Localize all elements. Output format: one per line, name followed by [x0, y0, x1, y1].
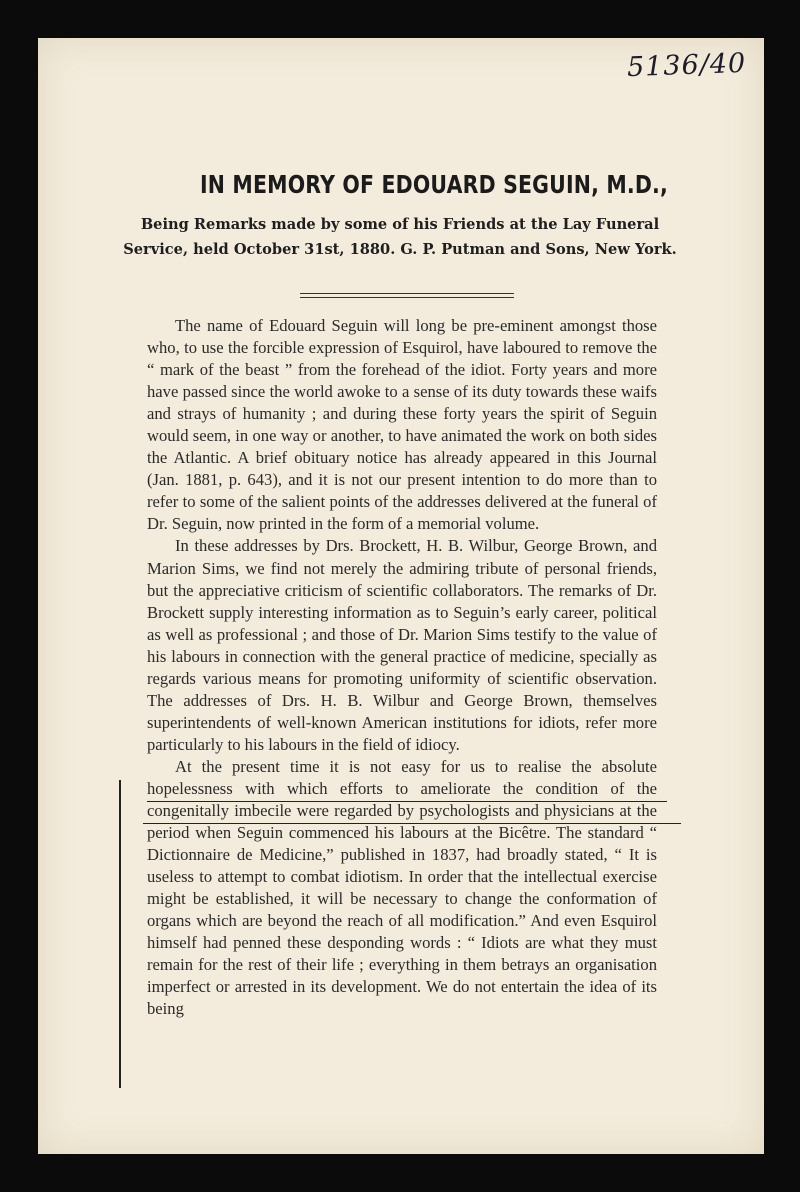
article-body — [147, 315, 657, 1021]
divider-rule — [300, 293, 514, 294]
handwritten-shelfmark: 5136/40 — [626, 47, 747, 84]
paragraph-3: At the present time it is not easy for us to realise the absolute hopelessness with which efforts to ameliorate the condition of the congenitally imbecile were regarded by psychologists and physicians at the period when Seguin commenced his labours at the Bicêtre. The standard “ Dictionnaire de Medicine,” published in 1837, had broadly stated, “ It is useless to attempt to combat idiotism. In order that the intellectual exercise might be established, it will be necessary to change the conformation of organs which are beyond the reach of all modification.” And even Esquirol himself had penned these desponding words : “ Idiots are what they must remain for the rest of their life ; everything in them betrays an organisation imperfect or arrested in its development. We do not entertain the idea of its being — [147, 756, 657, 1019]
margin-annotation-line — [119, 780, 121, 1088]
subtitle: Being Remarks made by some of his Friends at the Lay Funeral Service, held October 31st, 1880. G. P. Putman and Sons, New York. — [123, 216, 677, 258]
paragraph-1: The name of Edouard Seguin will long be pre-eminent amongst those who, to use the forcible expression of Esquirol, have laboured to remove the “ mark of the beast ” from the forehead of the idiot. Forty years and more have passed since the world awoke to a sense of its duty towards these waifs and strays of humanity ; and during these forty years the spirit of Seguin would seem, in one way or another, to have animated the work on both sides the Atlantic. A brief obituary notice has already appeared in this Journal (Jan. 1881, p. 643), and it is not our present intention to do more than to refer to some of the salient points of the addresses delivered at the funeral of Dr. Seguin, now printed in the form of a memorial volume. — [147, 316, 657, 534]
divider-rule — [300, 297, 514, 298]
underline-annotation — [143, 823, 681, 824]
page-title: IN MEMORY OF EDOUARD SEGUIN, M.D., — [200, 170, 668, 199]
underline-annotation — [147, 801, 667, 802]
paragraph-2: In these addresses by Drs. Brockett, H. B. Wilbur, George Brown, and Marion Sims, we find not merely the admiring tribute of personal friends, but the appreciative criticism of scientific collaborators. The remarks of Dr. Brockett supply interesting information as to Seguin’s early career, political as well as professional ; and those of Dr. Marion Sims testify to the value of his labours in connection with the general practice of medicine, specially as regards various means for promoting uniformity of scientific observation. The addresses of Drs. H. B. Wilbur and George Brown, themselves superintendents of well-known American institutions for idiots, refer more particularly to his labours in the field of idiocy. — [147, 536, 657, 754]
